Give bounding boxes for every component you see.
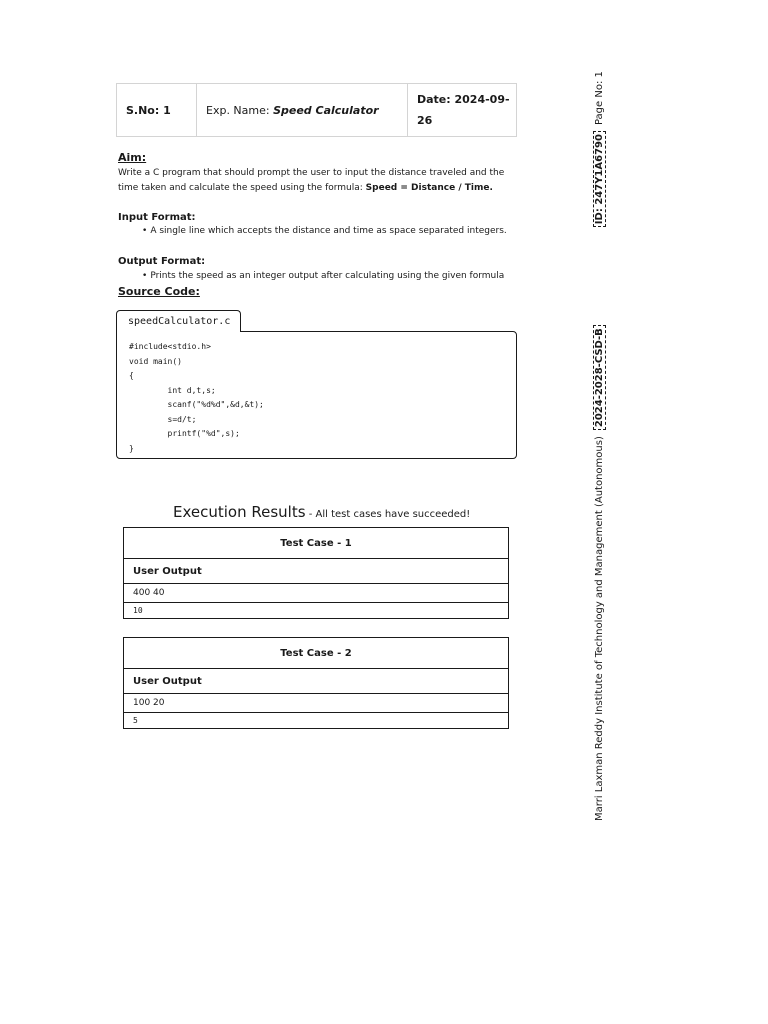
student-id: ID: 247Y1A6790 xyxy=(593,131,606,227)
execution-results-status: - All test cases have succeeded! xyxy=(305,509,471,520)
institute-name: Marri Laxman Reddy Institute of Technology and Management (Autonomous) xyxy=(594,436,605,821)
test-case-output: 10 xyxy=(124,603,509,619)
aim-text xyxy=(118,166,518,196)
output-format-text: Prints the speed as an integer output after calculating using the given formula xyxy=(150,271,505,281)
page-number: Page No: 1 xyxy=(594,71,605,126)
experiment-name: Speed Calculator xyxy=(273,103,379,117)
bullet-icon: • xyxy=(142,271,148,281)
output-format-heading: Output Format: xyxy=(118,256,206,267)
experiment-name-cell xyxy=(197,84,408,137)
batch-label: 2024-2028-CSD-B xyxy=(593,325,606,430)
test-case-table xyxy=(123,637,509,729)
test-case-table xyxy=(123,527,509,619)
test-case-title: Test Case - 1 xyxy=(124,528,509,559)
experiment-date: Date: 2024-09-26 xyxy=(408,84,517,137)
test-case-title: Test Case - 2 xyxy=(124,638,509,669)
input-format-text: A single line which accepts the distance and time as space separated integers. xyxy=(150,226,507,236)
code-line: } xyxy=(129,443,134,453)
aim-description: Write a C program that should prompt the user to input the distance traveled and the time taken and calculate the speed using the formula: xyxy=(118,168,505,193)
test-case-input: 400 40 xyxy=(124,584,509,603)
user-output-label: User Output xyxy=(124,559,509,584)
experiment-header xyxy=(116,83,517,137)
code-line: void main() xyxy=(129,356,182,366)
input-format-heading: Input Format: xyxy=(118,212,196,223)
code-line: #include<stdio.h> xyxy=(129,342,211,351)
experiment-name-label: Exp. Name: xyxy=(206,103,274,117)
code-line: { xyxy=(129,371,134,380)
input-format-item xyxy=(142,226,507,236)
test-case-output: 5 xyxy=(124,713,509,729)
user-output-label: User Output xyxy=(124,669,509,694)
code-line: printf("%d",s); xyxy=(129,429,240,438)
source-code-heading: Source Code: xyxy=(118,285,200,298)
output-format-item xyxy=(142,271,504,281)
serial-number: S.No: 1 xyxy=(117,84,197,137)
test-case-input: 100 20 xyxy=(124,694,509,713)
execution-results-title: Execution Results xyxy=(173,503,306,521)
source-code-block xyxy=(116,331,517,459)
page-sidebar xyxy=(593,71,607,821)
code-line: s=d/t; xyxy=(129,414,197,424)
aim-formula: Speed = Distance / Time. xyxy=(365,183,493,193)
code-line: scanf("%d%d",&d,&t); xyxy=(129,400,264,409)
bullet-icon: • xyxy=(142,226,148,236)
code-line: int d,t,s; xyxy=(129,385,216,395)
execution-results-heading xyxy=(173,502,470,521)
aim-heading: Aim: xyxy=(118,151,147,164)
source-file-tab: speedCalculator.c xyxy=(116,310,241,332)
